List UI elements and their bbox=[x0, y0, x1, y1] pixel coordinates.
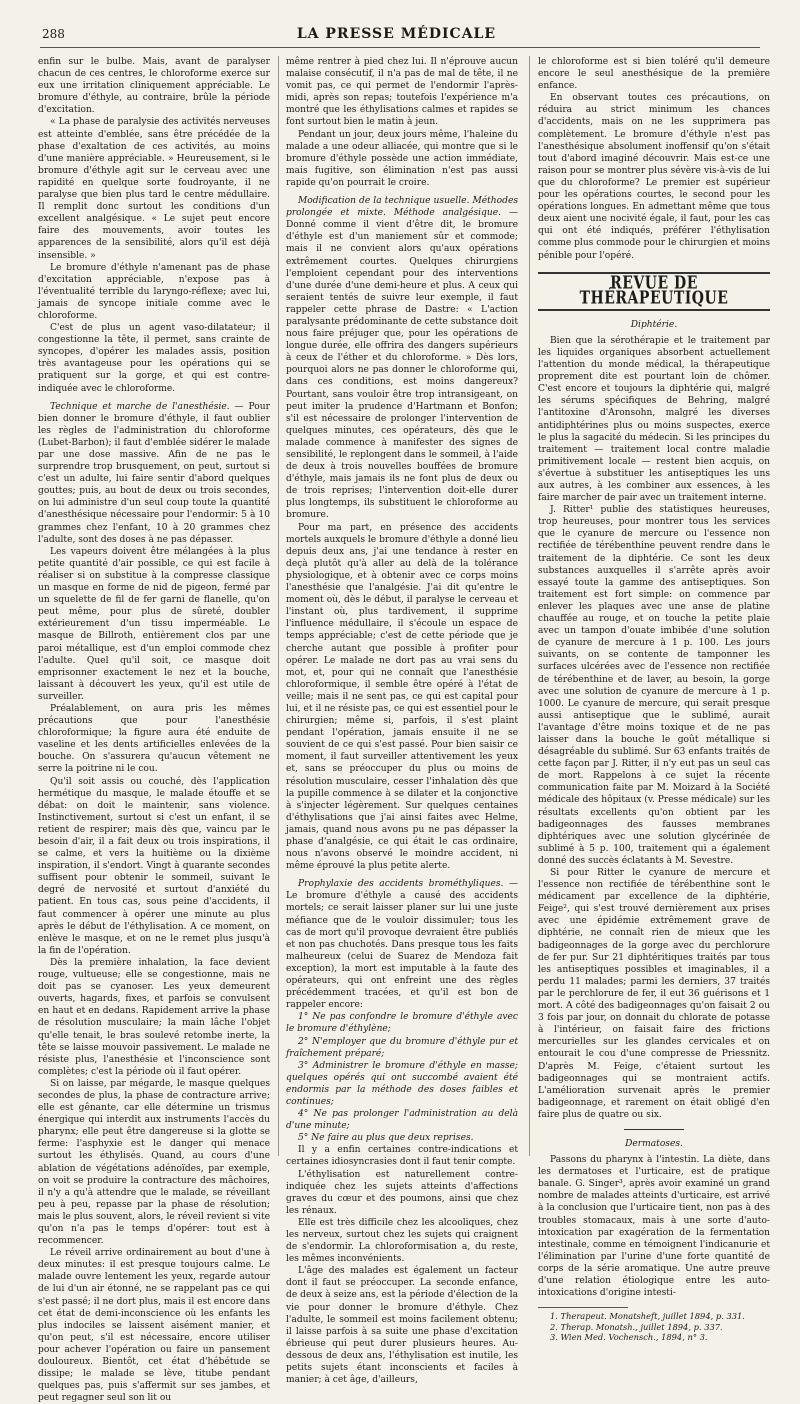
paragraph: « La phase de paralysie des activités nerveuses est atteinte d'emblée, sans être précédée de la phase d'exaltation de ces activités, au moins d'une manière appréciable. » Heureusement, si le bromure d'éthyle agit sur le cerveau avec une rapidité en quelque sorte foudroyante, il ne paralyse que bien plus tard le centre médullaire. Il remplit donc surtout les conditions d'un excellent analgésique. « Le sujet peut encore faire des mouvements, avoir toutes les apparences de la sensibilité, alors qu'il est déjà insensible. » bbox=[38, 117, 270, 261]
footnote: 3. Wien Med. Vochensch., 1894, n° 3. bbox=[550, 1332, 708, 1343]
paragraph: le chloroforme est si bien toléré qu'il demeure encore le seul anesthésique de la première enfance. bbox=[538, 57, 770, 92]
paragraph-text: — Donné comme il vient d'être dit, le bromure d'éthyle est d'un maniement sûr et commode; mais il ne convient alors qu'aux opérations extrêmement courtes. Quelques chirurgiens l'emploient cependant pour des interventions d'une durée d'une demi-heure et plus. A ceux qui seraient tentés de suivre leur exemple, il faut rappeler cette phrase de Dastre: « L'action paralysante prédominante de cette substance doit nous faire préjuger que, pour les opérations de longue durée, elle offrira des dangers supérieurs à ceux de l'éther et du chloroforme. » Dès lors, pourquoi alors ne pas donner le chloroforme qui, dans ces conditions, est moins dangereux? Pourtant, sans vouloir être trop intransigeant, on peut imiter la prudence d'Hartmann et Bonfon; s'il est nécessaire de prolonger l'intervention de quelques minutes, ces opérateurs, dès que le malade commence à manifester des signes de sensibilité, le replongent dans le sommeil, à l'aide de deux à trois nouvelles bouffées de bromure d'éthyle, mais jamais ils ne font plus de deux ou de trois reprises; l'intervention doit-elle durer plus longtemps, ils substituent le chloroforme au bromure. bbox=[286, 208, 518, 521]
paragraph: En observant toutes ces précautions, on réduira au strict minimum les chances d'accidents, mais on ne les supprimera pas complètement. Le bromure d'éthyle n'est pas l'anesthésique absolument inoffensif qu'on s'était tout d'abord imaginé découvrir. Mais est-ce une raison pour se montrer plus sévère vis-à-vis de lui que du chloroforme? Le premier est supérieur pour les opérations courtes, le second pour les opérations longues. En admettant même que tous deux aient une nocivité égale, il faut, pour les cas qui ont été indiqués, préférer l'éthylisation comme plus commode pour le chirurgien et moins pénible pour l'opéré. bbox=[538, 93, 770, 261]
column-divider bbox=[529, 56, 530, 1156]
paragraph: Préalablement, on aura pris les mêmes précautions que pour l'anesthésie chloroformique; la figure aura été enduite de vaseline et les dents artificielles enlevées de la bouche. On s'assurera qu'aucun vêtement ne serre la poitrine ni le cou. bbox=[38, 703, 270, 775]
page-number: 288 bbox=[42, 27, 65, 41]
journal-title: LA PRESSE MÉDICALE bbox=[296, 26, 497, 42]
paragraph: Elle est très difficile chez les alcooliques, chez les nerveux, surtout chez les sujets qui craignent de s'endormir. La chloroformisation a, du reste, les mêmes inconvénients. bbox=[286, 1217, 518, 1265]
section-paragraph bbox=[286, 878, 518, 1011]
paragraph: Le réveil arrive ordinairement au bout d'une à deux minutes: il est presque toujours calme. Le malade ouvre lentement les yeux, regarde autour de lui d'un air étonné, ne se rappelant pas ce qui s'est passé; il ne dort plus, mais il est encore dans cet état de demi-inconscience où les enfants les plus indociles se laissent aisément manier, et qu'on peut, s'il est nécessaire, encore utiliser pour achever l'opération ou faire un pansement douloureux. Bientôt, cet état d'hébétude se dissipe; le malade se lève, titube pendant quelques pas, puis s'affermit sur ses jambes, et peut regagner seul son lit ou bbox=[38, 1248, 270, 1404]
rule-item: 5° Ne faire au plus que deux reprises. bbox=[298, 1133, 474, 1144]
paragraph: Pour ma part, en présence des accidents mortels auxquels le bromure d'éthyle a donné lieu depuis deux ans, j'ai une tendance à rester en deçà plutôt qu'à aller au delà de la tolérance physiologique, et à obtenir avec ce corps moins l'anesthésie que l'analgésie. J'ai dit qu'entre le moment où, dès le début, il paralyse le cerveau et l'instant où, plus tardivement, il supprime l'influence médullaire, il s'écoule un espace de temps appréciable; c'est de cette période que je cherche autant que possible à profiter pour opérer. Le malade ne dort pas au vrai sens du mot, et, pour qui ne connaît que l'anesthésie chloroformique, il semble être opéré à l'état de veille; mais il ne sent pas, ce qui est capital pour lui, et il ne résiste pas, ce qui est essentiel pour le chirurgien; même si, parfois, il s'est plaint pendant l'opération, jamais ensuite il ne se souvient de ce qui s'est passé. Pour bien saisir ce moment, il faut surveiller attentivement les yeux et, sans se préoccuper du plus ou moins de résolution musculaire, cesser l'inhalation dès que la pupille commence à se dilater et la conjonctive à s'injecter légèrement. Sur quelques centaines d'éthylisations que j'ai ainsi faites avec Helme, jamais, quand nous avons pu ne pas dépasser la phase d'analgésie, ce qui était le cas ordinaire, nous n'avons observé le moindre accident, ni même éprouvé la plus petite alerte. bbox=[286, 522, 518, 872]
paragraph: Si on laisse, par mégarde, le masque quelques secondes de plus, la phase de contracture arrive; elle est gênante, car elle détermine un trismus énergique qui interdit aux instruments l'accès du pharynx; elle peut être dangereuse si la glotte se ferme: l'asphyxie est le danger qui menace surtout les éthylisés. Quand, au cours d'une ablation de végétations adénoïdes, par exemple, on voit se produire la contracture des mâchoires, il n'y a qu'à attendre que le malade, se réveillant peu à peu, repasse par la phase de résolution; mais le plus souvent, alors, le réveil revient si vite qu'on n'a pas le temps d'opérer: tout est à recommencer. bbox=[38, 1078, 270, 1247]
paragraph: C'est de plus un agent vaso-dilatateur; il congestionne la tête, il permet, sans crainte de syncopes, d'opérer les malades assis, position très avantageuse pour les opérations qui se pratiquent sur la gorge, et qui est contre-indiquée avec le chloroforme. bbox=[38, 323, 270, 394]
rule-item: 1° Ne pas confondre le bromure d'éthyle avec le bromure d'éthylène; bbox=[286, 1012, 518, 1035]
paragraph-text: — Le bromure d'éthyle a causé des accidents mortels; ce serait laisser planer sur lui une juste méfiance que de le vouloir dissimuler; tous les cas de mort qu'il provoque devraient être publiés et non pas chuchotés. Dans presque tous les faits malheureux (celui de Suarez de Mendoza fait exception), la mort est imputable à la faute des opérateurs, qui ont enfreint une des règles précédemment tracées, et qu'il est bon de rappeler encore: bbox=[286, 879, 518, 1011]
section-heading: Modification de la technique usuelle. Méthodes prolongée et mixte. Méthode analgésique. bbox=[286, 196, 518, 219]
paragraph: Passons du pharynx à l'intestin. La diète, dans les dermatoses et l'urticaire, est de pratique banale. G. Singer³, après avoir examiné un grand nombre de malades atteints d'urticaire, est arrivé à la conclusion que l'urticaire tient, non pas à des troubles stomacaux, mais à une sorte d'auto-intoxication par exagération de la fermentation intestinale, comme en témoignent l'indicanurie et l'élimination par l'urine d'une forte quantité de corps de la série aromatique. Une autre preuve d'une relation étiologique entre les auto-intoxications d'origine intesti- bbox=[538, 1155, 770, 1299]
rule-item: 3° Administrer le bromure d'éthyle en masse; quelques opérés qui ont succombé avaient été endormis par la méthode des doses faibles et continues; bbox=[286, 1060, 518, 1107]
footnote: 2. Therap. Monatsh., juillet 1894, p. 337. bbox=[550, 1321, 723, 1332]
column-middle bbox=[286, 56, 518, 1386]
column-left bbox=[38, 56, 270, 1404]
paragraph: L'éthylisation est naturellement contre-indiquée chez les sujets atteints d'affections graves du cœur et des poumons, ainsi que chez les rénaux. bbox=[286, 1169, 518, 1216]
rule-item: 2° N'employer que du bromure d'éthyle pur et fraîchement préparé; bbox=[286, 1036, 518, 1059]
section-banner bbox=[538, 272, 770, 311]
section-heading: Prophylaxie des accidents brométhyliques. bbox=[298, 879, 504, 890]
paragraph: L'âge des malades est également un facteur dont il faut se préoccuper. La seconde enfance, de deux à seize ans, est la période d'élection de la vie pour donner le bromure d'éthyle. Chez l'adulte, le sommeil est moins facilement obtenu; il laisse parfois à sa suite une phase d'excitation ébrieuse qui peut durer plusieurs heures. Au-dessous de deux ans, l'éthylisation est inutile, les petits sujets étant inconscients et faciles à manier; à cet âge, d'ailleurs, bbox=[286, 1266, 518, 1386]
rule-item: 4° Ne pas prolonger l'administration au delà d'une minute; bbox=[286, 1109, 518, 1132]
paragraph: Le bromure d'éthyle n'amenant pas de phase d'excitation appréciable, n'expose pas à l'éventualité terrible du laryngo-réflexe; avec lui, jamais de syncope initiale comme avec le chloroforme. bbox=[38, 262, 270, 321]
footnotes bbox=[538, 1311, 770, 1343]
separator-rule bbox=[624, 1129, 684, 1130]
running-head bbox=[42, 26, 758, 44]
paragraph: Les vapeurs doivent être mélangées à la plus petite quantité d'air possible, ce qui est facile à réaliser si on substitue à la compresse classique un masque en forme de nid de pigeon, fermé par un squelette de fil de fer garni de flanelle, qu'on peut même, pour plus de sûreté, doubler extérieurement d'un tissu imperméable. Le masque de Billroth, entièrement clos par une paroi métallique, est d'un emploi commode chez l'adulte. Quel qu'il soit, ce masque doit emprisonner exactement le nez et la bouche, laissant à découvert les yeux, qu'il est utile de surveiller. bbox=[38, 546, 270, 702]
paragraph: Dès la première inhalation, la face devient rouge, vultueuse; elle se congestionne, mais ne doit pas se cyanoser. Les yeux demeurent ouverts, hagards, fixes, et parfois se convulsent en haut et en dedans. Rapidement arrive la phase de résolution musculaire; la main lâche l'objet qu'elle tenait, le bras soulevé retombe inerte, la tête se laisse mouvoir passivement. Le malade ne résiste plus, l'anesthésie et l'inconscience sont complètes; c'est la période où il faut opérer. bbox=[38, 957, 270, 1077]
section-heading: Technique et marche de l'anesthésie. bbox=[50, 401, 230, 412]
paragraph: Bien que la sérothérapie et le traitement par les liquides organiques absorbent actuellement l'attention du monde médical, la thérapeutique proprement dite est pourtant loin de chômer. C'est encore et toujours la diphtérie qui, malgré les sérums spécifiques de Behring, malgré l'antitoxine d'Aronsohn, malgré les diverses antidiphtérines plus ou moins suspectes, exerce le plus la sagacité du médecin. Si les principes du traitement — traitement local contre maladie primitivement locale — restent bien acquis, on s'évertue à substituer les antiseptiques les uns aux autres, à les combiner aux essences, à les faire marcher de pair avec un traitement interne. bbox=[538, 335, 770, 504]
column-right bbox=[538, 56, 770, 1343]
header-rule bbox=[40, 47, 760, 48]
footnote-rule bbox=[538, 1307, 628, 1308]
paragraph: Si pour Ritter le cyanure de mercure et l'essence non rectifiée de térébenthine sont le médicament par excellence de la diphtérie, Feige², qui s'est trouvé dernièrement aux prises avec une épidémie extrêmement grave de diphtérie, ne connaît rien de mieux que les badigeonnages de la gorge avec du perchlorure de fer pur. Sur 21 diphtéritiques traités par tous les antiseptiques possibles et imaginables, il a perdu 11 malades; parmi les derniers, 37 traités par le perchlorure de fer, il eut 36 guérisons et 1 mort. A côté des badigeonnages qu'on faisait 2 ou 3 fois par jour, on donnait du chlorate de potasse à l'intérieur, on faisait faire des frictions mercurielles sur les glandes cervicales et on entourait le cou d'une compresse de Priessnitz. D'après M. Feige, c'étaient surtout les badigeonnages qui se montraient actifs. L'amélioration survenait après le premier badigeonnage, et rarement on était obligé d'en faire plus de quatre ou six. bbox=[538, 868, 770, 1120]
subsection-heading: Dermatoses. bbox=[625, 1138, 683, 1149]
paragraph: enfin sur le bulbe. Mais, avant de paralyser chacun de ces centres, le chloroforme exerce sur eux une irritation cliniquement appréciable. Le bromure d'éthyle, au contraire, brûle la période d'excitation. bbox=[38, 57, 270, 116]
paragraph: Pendant un jour, deux jours même, l'haleine du malade a une odeur alliacée, qui montre que si le bromure d'éthyle possède une action immédiate, mais fugitive, son élimination n'est pas aussi rapide qu'on pourrait le croire. bbox=[286, 129, 518, 188]
paragraph: Qu'il soit assis ou couché, dès l'application hermétique du masque, le malade étouffe et se débat: on doit le maintenir, sans violence. Instinctivement, surtout si c'est un enfant, il se retient de respirer; mais dès que, vaincu par le besoin d'air, il a fait deux ou trois inspirations, il se calme, et vers la huitième ou la dixième inspiration, il s'endort. Vingt à quarante secondes suffisent pour obtenir le sommeil, suivant le degré de nervosité et surtout d'anxiété du patient. En tous cas, sous peine d'accidents, il faut commencer à opérer une minute au plus après le début de l'éthylisation. A ce moment, on enlève le masque, et on ne le remet plus jusqu'à la fin de l'opération. bbox=[38, 776, 270, 956]
column-divider bbox=[278, 56, 279, 1156]
paragraph: J. Ritter¹ publie des statistiques heureuses, trop heureuses, pour montrer tous les services que le cyanure de mercure ou l'essence non rectifiée de térébenthine peuvent rendre dans le traitement de la diphtérie. Ce sont les deux substances auxquelles il s'arrête après avoir essayé toute la gamme des antiseptiques. Son traitement est fort simple: on commence par enlever les plaques avec une anse de platine chauffée au rouge, et on touche la petite plaie avec un tampon d'ouate imbibée d'une solution de cyanure de mercure à 1 p. 100. Les jours suivants, on se contente de tamponner les surfaces ulcérées avec de l'essence non rectifiée de térébenthine et de laver, au besoin, la gorge avec une solution de cyanure de mercure à 1 p. 1000. Le cyanure de mercure, qui serait presque aussi antiseptique que le sublimé, aurait l'avantage d'être moins toxique et de ne pas laisser dans la bouche le goût métallique si désagréable du sublimé. Sur 63 enfants traités de cette façon par J. Ritter, il n'y eut pas un seul cas de mort. Rappelons à ce sujet la récente communication faite par M. Moizard à la Société médicale des hôpitaux (v. Presse médicale) sur les résultats excellents qu'on obtient par les badigeonnages des fausses membranes diphtériques avec une solution glycérinée de sublimé à 5 p. 100, traitement qui a également donné des succès éclatants à M. Sevestre. bbox=[538, 505, 770, 866]
subsection-heading: Diphtérie. bbox=[630, 319, 678, 330]
paragraph-text: — Pour bien donner le bromure d'éthyle, il faut oublier les règles de l'administration du chloroforme (Lubet-Barbon); il faut d'emblée sidérer le malade par une dose massive. Afin de ne pas le surprendre trop brusquement, on peut, surtout si c'est un adulte, lui faire sentir d'abord quelques gouttes; puis, au bout de deux ou trois secondes, on lui administre d'un seul coup toute la quantité d'anesthésique nécessaire pour l'endormir: 5 à 10 grammes chez l'enfant, 10 à 20 grammes chez l'adulte, sont des doses à ne pas dépasser. bbox=[38, 401, 270, 545]
section-paragraph bbox=[286, 195, 518, 522]
section-title: REVUE DE THÉRAPEUTIQUE bbox=[579, 273, 729, 309]
paragraph: même rentrer à pied chez lui. Il n'éprouve aucun malaise consécutif, il n'a pas de mal de tête, il ne vomit pas, ce qui permet de l'endormir l'après-midi, après son repas; toutefois l'expérience m'a montré que les éthylisations calmes et rapides se font surtout bien le matin à jeun. bbox=[286, 57, 518, 128]
paragraph: Il y a enfin certaines contre-indications et certaines idiosyncrasies dont il faut tenir compte. bbox=[286, 1145, 518, 1168]
section-paragraph bbox=[38, 401, 270, 546]
footnote: 1. Therapeut. Monatsheft, juillet 1894, p. 331. bbox=[550, 1311, 745, 1322]
